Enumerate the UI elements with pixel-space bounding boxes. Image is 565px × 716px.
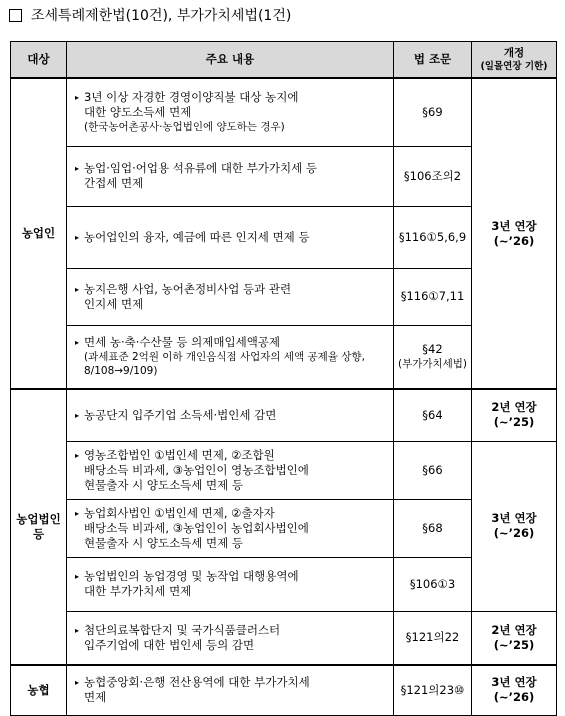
row-text: 대한 양도소득세 면제 [84,105,192,120]
header-target: 대상 [11,42,67,79]
row-article: §121의23⑩ [394,665,472,715]
row-article: §116①7,11 [394,268,472,325]
period-deadline: (~’26) [493,690,535,705]
row-article: §106조의2 [394,146,472,206]
row-text: 대한 부가가치세 면제 [84,584,192,598]
row-content [67,499,394,557]
row-text: 영농조합법인 ①법인세 면제, ②조합원 [84,447,275,462]
section-title-text: 조세특례제한법(10건), 부가가치세법(1건) [31,8,292,24]
row-article: §116①5,6,9 [394,206,472,268]
bullet-icon: ▸ [75,164,80,173]
row-text: 인지세 면제 [84,296,144,311]
group-label: 농업법인 [16,512,61,526]
header-period-line2: (일몰연장 기한) [480,60,548,72]
table-row [11,665,557,715]
row-text: 배당소득 비과세, ③농업인이 영농조합법인에 [84,462,309,477]
row-content [67,389,394,441]
group-farmer: 농업인 [11,78,67,389]
period-text: 3년 연장 [491,218,537,233]
row-text: 농공단지 입주기업 소득세·법인세 감면 [84,407,277,422]
period-text: 2년 연장 [491,622,537,637]
period-group4 [472,611,557,665]
row-article: §69 [394,78,472,146]
group-label: 등 [32,527,45,541]
row-text: 배당소득 비과세, ③농업인이 농업회사법인에 [84,520,309,535]
table-row [11,441,557,499]
bullet-icon: ▸ [75,338,80,348]
period-deadline: (~’26) [493,233,535,248]
row-text: 입주기업에 대한 법인세 등의 감면 [84,637,255,652]
row-text: 농어업인의 융자, 예금에 따른 인지세 면제 등 [84,229,310,244]
row-text: 면세 농·축·수산물 등 의제매입세액공제 [84,335,281,350]
period-deadline: (~’25) [493,415,535,430]
period-text: 3년 연장 [491,511,537,525]
row-content [67,325,394,389]
row-article: §68 [394,499,472,557]
header-period-line1: 개정 [503,46,525,59]
row-content [67,206,394,268]
header-content: 주요 내용 [67,42,394,79]
row-article [394,325,472,389]
row-content [67,146,394,206]
period-group3 [472,441,557,611]
period-text: 3년 연장 [491,675,537,690]
group-nh: 농협 [11,665,67,715]
bullet-icon: ▸ [75,450,80,460]
bullet-icon: ▸ [75,572,80,581]
header-article: 법 조문 [394,42,472,79]
bullet-icon: ▸ [75,678,80,688]
row-content [67,665,394,715]
checkbox-square-icon [9,9,22,22]
row-content [67,78,394,146]
period-group5 [472,665,557,715]
bullet-icon: ▸ [75,232,80,242]
article-subtext: (부가가치세법) [397,357,468,370]
row-note: (한국농어촌공사·농업법인에 양도하는 경우) [84,121,285,134]
header-period [472,42,557,79]
row-text: 3년 이상 자경한 경영이양직불 대상 농지에 [84,90,299,105]
period-group2 [472,389,557,441]
row-content [67,611,394,665]
table-row [11,389,557,441]
tax-extension-table [10,41,557,716]
row-note: (과세표준 2억원 이하 개인음식점 사업자의 세액 공제율 상향, 8/108→9/109) [84,351,365,378]
period-text: 2년 연장 [491,400,537,415]
row-text: 현물출자 시 양도소득세 면제 등 [84,535,244,550]
group-agri-corp [11,389,67,665]
row-text: 현물출자 시 양도소득세 면제 등 [84,477,244,492]
row-text: 농업·임업·어업용 석유류에 대한 부가가치세 등 [84,161,318,175]
row-article: §64 [394,389,472,441]
article-text: §42 [422,341,443,356]
row-text: 농업법인의 농업경영 및 농작업 대행용역에 [84,569,299,583]
period-deadline: (~’26) [493,526,535,540]
bullet-icon: ▸ [75,625,80,635]
row-article: §106①3 [394,557,472,611]
row-text: 농협중앙회·은행 전산용역에 대한 부가가치세 [84,675,310,690]
table-row [11,78,557,146]
period-deadline: (~’25) [493,637,535,652]
row-text: 면제 [84,690,107,705]
table-header-row [11,42,557,79]
row-text: 간접세 면제 [84,176,144,190]
row-content [67,557,394,611]
bullet-icon: ▸ [75,93,80,103]
bullet-icon: ▸ [75,284,80,294]
bullet-icon: ▸ [75,508,80,518]
row-text: 첨단의료복합단지 및 국가식품클러스터 [84,622,281,637]
row-content [67,268,394,325]
period-group1 [472,78,557,389]
bullet-icon: ▸ [75,410,80,420]
row-article: §121의22 [394,611,472,665]
section-title [9,4,291,26]
row-article: §66 [394,441,472,499]
row-content [67,441,394,499]
table-row [11,611,557,665]
row-text: 농업회사법인 ①법인세 면제, ②출자자 [84,505,275,520]
row-text: 농지은행 사업, 농어촌정비사업 등과 관련 [84,281,292,296]
